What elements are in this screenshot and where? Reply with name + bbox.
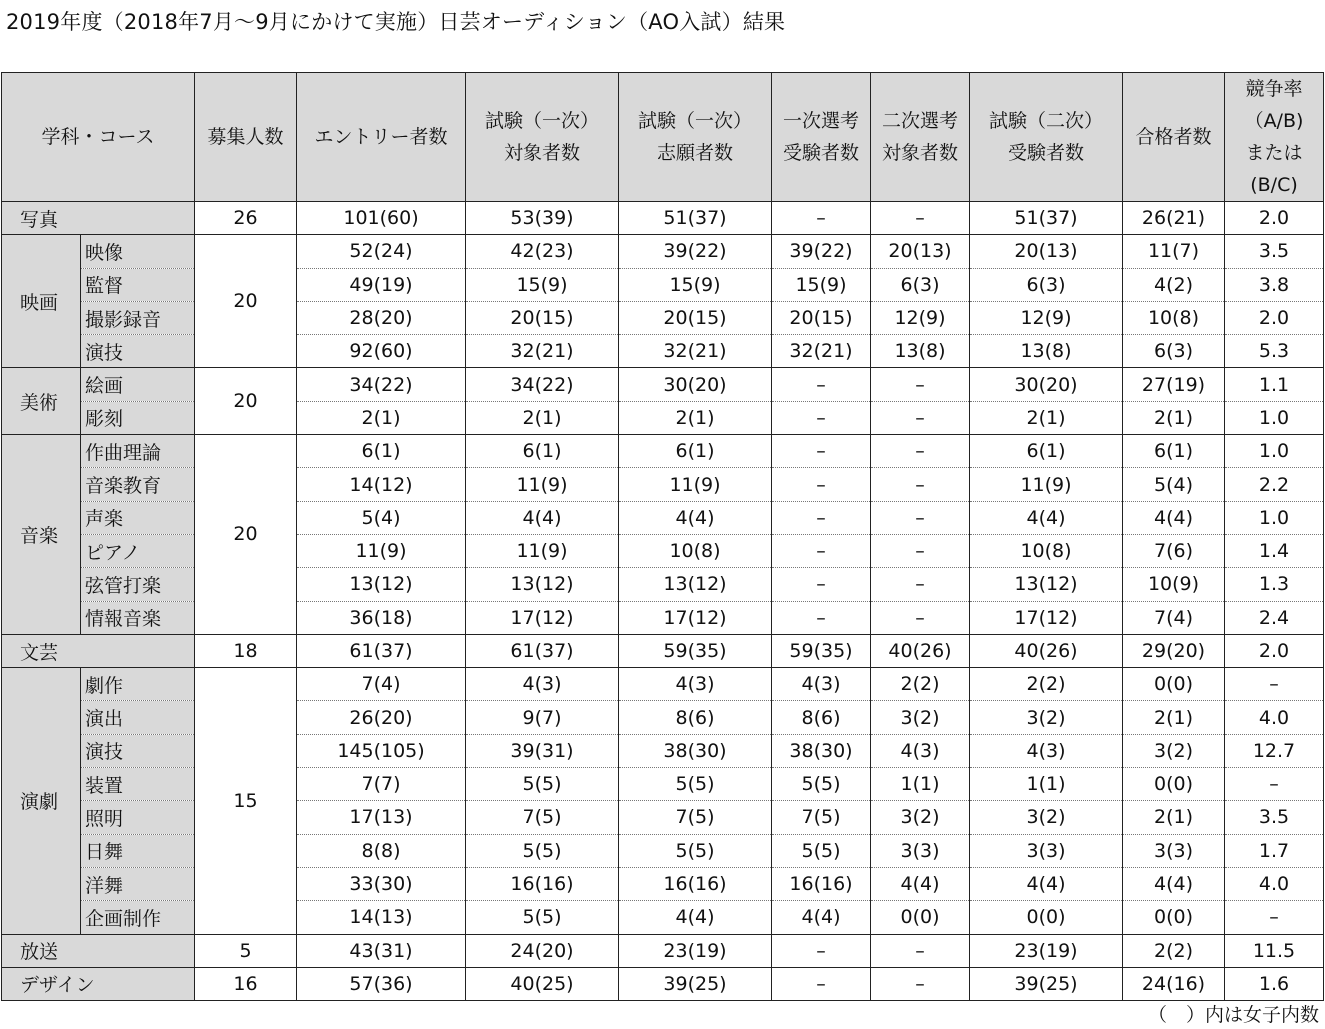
- exam1-target-cell: 4(4): [466, 501, 619, 534]
- capacity-cell: 26: [195, 202, 297, 235]
- exam1-target-cell: 24(20): [466, 934, 619, 967]
- exam1-target-cell: 61(37): [466, 634, 619, 667]
- exam1-target-cell: 42(23): [466, 235, 619, 268]
- exam1-target-cell: 13(12): [466, 568, 619, 601]
- capacity-cell: 20: [195, 235, 297, 368]
- exam2-cell: 6(1): [970, 435, 1123, 468]
- passed-cell: 4(4): [1123, 867, 1225, 900]
- capacity-cell: 20: [195, 368, 297, 435]
- entry-cell: 6(1): [297, 435, 466, 468]
- second-selection-cell: –: [871, 568, 970, 601]
- passed-cell: 24(16): [1123, 967, 1225, 1000]
- exam2-cell: 4(3): [970, 734, 1123, 767]
- exam1-apply-cell: 8(6): [619, 701, 772, 734]
- exam1-target-cell: 17(12): [466, 601, 619, 634]
- ratio-cell: –: [1225, 901, 1324, 934]
- second-selection-cell: 12(9): [871, 301, 970, 334]
- table-row: [2, 668, 1324, 701]
- first-selection-cell: –: [772, 967, 871, 1000]
- header-line: 競争率: [1245, 78, 1303, 100]
- entry-cell: 92(60): [297, 335, 466, 368]
- exam1-apply-cell: 4(4): [619, 901, 772, 934]
- exam1-apply-cell: 6(1): [619, 435, 772, 468]
- entry-cell: 36(18): [297, 601, 466, 634]
- exam1-target-cell: 4(3): [466, 668, 619, 701]
- passed-cell: 3(3): [1123, 834, 1225, 867]
- course-name: 照明: [81, 801, 195, 834]
- exam1-apply-cell: 5(5): [619, 768, 772, 801]
- passed-cell: 29(20): [1123, 634, 1225, 667]
- exam2-cell: 3(3): [970, 834, 1123, 867]
- first-selection-cell: 38(30): [772, 734, 871, 767]
- exam1-apply-cell: 7(5): [619, 801, 772, 834]
- exam1-target-cell: 34(22): [466, 368, 619, 401]
- header-line: 一次選考: [782, 110, 859, 132]
- exam1-apply-cell: 39(25): [619, 967, 772, 1000]
- ratio-cell: 1.0: [1225, 435, 1324, 468]
- entry-cell: 17(13): [297, 801, 466, 834]
- passed-cell: 10(8): [1123, 301, 1225, 334]
- exam1-apply-cell: 10(8): [619, 534, 772, 567]
- first-selection-cell: –: [772, 468, 871, 501]
- exam1-target-cell: 7(5): [466, 801, 619, 834]
- exam1-apply-cell: 2(1): [619, 401, 772, 434]
- first-selection-cell: 59(35): [772, 634, 871, 667]
- exam1-apply-cell: 20(15): [619, 301, 772, 334]
- passed-cell: 7(6): [1123, 534, 1225, 567]
- course-name: 弦管打楽: [81, 568, 195, 601]
- exam1-apply-cell: 11(9): [619, 468, 772, 501]
- exam1-target-cell: 11(9): [466, 534, 619, 567]
- second-selection-cell: 3(3): [871, 834, 970, 867]
- entry-cell: 49(19): [297, 268, 466, 301]
- first-selection-cell: 5(5): [772, 768, 871, 801]
- first-selection-cell: 15(9): [772, 268, 871, 301]
- exam1-apply-cell: 30(20): [619, 368, 772, 401]
- department-name: 音楽: [2, 435, 81, 635]
- header-second-selection: [871, 73, 970, 202]
- ratio-cell: 2.4: [1225, 601, 1324, 634]
- exam1-apply-cell: 59(35): [619, 634, 772, 667]
- course-name: 彫刻: [81, 401, 195, 434]
- course-name: 絵画: [81, 368, 195, 401]
- exam1-target-cell: 6(1): [466, 435, 619, 468]
- capacity-cell: 15: [195, 668, 297, 934]
- entry-cell: 43(31): [297, 934, 466, 967]
- table-row: [2, 368, 1324, 401]
- capacity-cell: 20: [195, 435, 297, 635]
- course-name: 演技: [81, 734, 195, 767]
- second-selection-cell: 20(13): [871, 235, 970, 268]
- entry-cell: 33(30): [297, 867, 466, 900]
- exam1-apply-cell: 23(19): [619, 934, 772, 967]
- header-entry: エントリー者数: [297, 73, 466, 202]
- header-line: （A/B): [1244, 110, 1304, 132]
- exam1-target-cell: 53(39): [466, 202, 619, 235]
- ratio-cell: 2.0: [1225, 634, 1324, 667]
- ratio-cell: 4.0: [1225, 701, 1324, 734]
- department-name: 映画: [2, 235, 81, 368]
- course-name: 劇作: [81, 668, 195, 701]
- second-selection-cell: 2(2): [871, 668, 970, 701]
- course-name: 作曲理論: [81, 435, 195, 468]
- first-selection-cell: 4(3): [772, 668, 871, 701]
- second-selection-cell: 4(3): [871, 734, 970, 767]
- course-name: ピアノ: [81, 534, 195, 567]
- exam1-target-cell: 5(5): [466, 901, 619, 934]
- first-selection-cell: –: [772, 934, 871, 967]
- course-name: 演出: [81, 701, 195, 734]
- table-row: [2, 967, 1324, 1000]
- passed-cell: 2(1): [1123, 401, 1225, 434]
- header-line: 受験者数: [782, 142, 859, 164]
- first-selection-cell: –: [772, 401, 871, 434]
- passed-cell: 11(7): [1123, 235, 1225, 268]
- results-body: [2, 202, 1324, 1001]
- ratio-cell: 1.3: [1225, 568, 1324, 601]
- second-selection-cell: 3(2): [871, 801, 970, 834]
- header-capacity: 募集人数: [195, 73, 297, 202]
- first-selection-cell: –: [772, 601, 871, 634]
- course-name: 装置: [81, 768, 195, 801]
- entry-cell: 7(4): [297, 668, 466, 701]
- ratio-cell: 1.0: [1225, 401, 1324, 434]
- exam2-cell: 3(2): [970, 701, 1123, 734]
- passed-cell: 2(1): [1123, 701, 1225, 734]
- ratio-cell: 1.4: [1225, 534, 1324, 567]
- exam2-cell: 40(26): [970, 634, 1123, 667]
- exam2-cell: 1(1): [970, 768, 1123, 801]
- header-line: 試験（一次）: [637, 110, 752, 132]
- exam1-apply-cell: 16(16): [619, 867, 772, 900]
- exam1-target-cell: 32(21): [466, 335, 619, 368]
- course-name: 日舞: [81, 834, 195, 867]
- exam1-target-cell: 5(5): [466, 768, 619, 801]
- first-selection-cell: 32(21): [772, 335, 871, 368]
- passed-cell: 0(0): [1123, 901, 1225, 934]
- header-line: 試験（一次）: [484, 110, 599, 132]
- ratio-cell: 2.0: [1225, 301, 1324, 334]
- exam1-apply-cell: 17(12): [619, 601, 772, 634]
- course-name: 音楽教育: [81, 468, 195, 501]
- ratio-cell: 12.7: [1225, 734, 1324, 767]
- exam2-cell: 51(37): [970, 202, 1123, 235]
- table-row: [2, 202, 1324, 235]
- exam2-cell: 10(8): [970, 534, 1123, 567]
- passed-cell: 4(2): [1123, 268, 1225, 301]
- exam2-cell: 23(19): [970, 934, 1123, 967]
- department-name: 放送: [2, 934, 195, 967]
- course-name: 演技: [81, 335, 195, 368]
- results-table: [1, 72, 1324, 1001]
- first-selection-cell: 20(15): [772, 301, 871, 334]
- entry-cell: 34(22): [297, 368, 466, 401]
- exam2-cell: 17(12): [970, 601, 1123, 634]
- second-selection-cell: 0(0): [871, 901, 970, 934]
- course-name: 洋舞: [81, 867, 195, 900]
- second-selection-cell: –: [871, 202, 970, 235]
- exam2-cell: 39(25): [970, 967, 1123, 1000]
- exam1-target-cell: 9(7): [466, 701, 619, 734]
- entry-cell: 26(20): [297, 701, 466, 734]
- header-exam1-target: [466, 73, 619, 202]
- first-selection-cell: –: [772, 368, 871, 401]
- header-line: (B/C): [1250, 174, 1298, 196]
- ratio-cell: 2.2: [1225, 468, 1324, 501]
- course-name: 企画制作: [81, 901, 195, 934]
- table-row: [2, 235, 1324, 268]
- first-selection-cell: 39(22): [772, 235, 871, 268]
- passed-cell: 3(2): [1123, 734, 1225, 767]
- entry-cell: 7(7): [297, 768, 466, 801]
- ratio-cell: –: [1225, 768, 1324, 801]
- entry-cell: 145(105): [297, 734, 466, 767]
- entry-cell: 52(24): [297, 235, 466, 268]
- passed-cell: 4(4): [1123, 501, 1225, 534]
- second-selection-cell: 40(26): [871, 634, 970, 667]
- exam1-apply-cell: 5(5): [619, 834, 772, 867]
- header-ratio: [1225, 73, 1324, 202]
- ratio-cell: 4.0: [1225, 867, 1324, 900]
- entry-cell: 13(12): [297, 568, 466, 601]
- second-selection-cell: –: [871, 368, 970, 401]
- entry-cell: 8(8): [297, 834, 466, 867]
- course-name: 監督: [81, 268, 195, 301]
- ratio-cell: 3.5: [1225, 801, 1324, 834]
- entry-cell: 5(4): [297, 501, 466, 534]
- passed-cell: 10(9): [1123, 568, 1225, 601]
- exam1-target-cell: 5(5): [466, 834, 619, 867]
- second-selection-cell: –: [871, 501, 970, 534]
- entry-cell: 61(37): [297, 634, 466, 667]
- header-line: 受験者数: [1007, 142, 1084, 164]
- ratio-cell: 3.8: [1225, 268, 1324, 301]
- exam2-cell: 4(4): [970, 501, 1123, 534]
- ratio-cell: 3.5: [1225, 235, 1324, 268]
- course-name: 情報音楽: [81, 601, 195, 634]
- exam1-apply-cell: 13(12): [619, 568, 772, 601]
- second-selection-cell: –: [871, 401, 970, 434]
- exam2-cell: 2(1): [970, 401, 1123, 434]
- first-selection-cell: –: [772, 501, 871, 534]
- department-name: 演劇: [2, 668, 81, 934]
- exam1-target-cell: 15(9): [466, 268, 619, 301]
- header-passed: 合格者数: [1123, 73, 1225, 202]
- exam1-target-cell: 39(31): [466, 734, 619, 767]
- exam1-target-cell: 16(16): [466, 867, 619, 900]
- exam2-cell: 6(3): [970, 268, 1123, 301]
- entry-cell: 101(60): [297, 202, 466, 235]
- entry-cell: 14(13): [297, 901, 466, 934]
- second-selection-cell: 4(4): [871, 867, 970, 900]
- exam1-apply-cell: 4(3): [619, 668, 772, 701]
- exam1-apply-cell: 39(22): [619, 235, 772, 268]
- header-first-selection: [772, 73, 871, 202]
- department-name: 文芸: [2, 634, 195, 667]
- capacity-cell: 5: [195, 934, 297, 967]
- first-selection-cell: 16(16): [772, 867, 871, 900]
- footnote: （ ）内は女子内数: [1147, 1004, 1319, 1026]
- first-selection-cell: –: [772, 534, 871, 567]
- second-selection-cell: 6(3): [871, 268, 970, 301]
- ratio-cell: 1.6: [1225, 967, 1324, 1000]
- exam1-target-cell: 20(15): [466, 301, 619, 334]
- department-name: 写真: [2, 202, 195, 235]
- ratio-cell: 1.7: [1225, 834, 1324, 867]
- first-selection-cell: –: [772, 435, 871, 468]
- second-selection-cell: 1(1): [871, 768, 970, 801]
- header-line: 対象者数: [503, 142, 580, 164]
- passed-cell: 7(4): [1123, 601, 1225, 634]
- first-selection-cell: –: [772, 568, 871, 601]
- first-selection-cell: 4(4): [772, 901, 871, 934]
- passed-cell: 5(4): [1123, 468, 1225, 501]
- second-selection-cell: –: [871, 534, 970, 567]
- entry-cell: 28(20): [297, 301, 466, 334]
- header-exam2: [970, 73, 1123, 202]
- exam2-cell: 13(12): [970, 568, 1123, 601]
- passed-cell: 26(21): [1123, 202, 1225, 235]
- passed-cell: 27(19): [1123, 368, 1225, 401]
- second-selection-cell: –: [871, 601, 970, 634]
- exam1-apply-cell: 15(9): [619, 268, 772, 301]
- exam1-target-cell: 2(1): [466, 401, 619, 434]
- course-name: 声楽: [81, 501, 195, 534]
- entry-cell: 57(36): [297, 967, 466, 1000]
- passed-cell: 0(0): [1123, 668, 1225, 701]
- second-selection-cell: 13(8): [871, 335, 970, 368]
- ratio-cell: 2.0: [1225, 202, 1324, 235]
- entry-cell: 2(1): [297, 401, 466, 434]
- passed-cell: 2(1): [1123, 801, 1225, 834]
- exam1-apply-cell: 38(30): [619, 734, 772, 767]
- table-row: [2, 634, 1324, 667]
- first-selection-cell: –: [772, 202, 871, 235]
- second-selection-cell: 3(2): [871, 701, 970, 734]
- first-selection-cell: 8(6): [772, 701, 871, 734]
- header-line: 志願者数: [656, 142, 733, 164]
- header-line: または: [1245, 142, 1303, 164]
- exam2-cell: 11(9): [970, 468, 1123, 501]
- second-selection-cell: –: [871, 468, 970, 501]
- second-selection-cell: –: [871, 934, 970, 967]
- exam2-cell: 13(8): [970, 335, 1123, 368]
- passed-cell: 2(2): [1123, 934, 1225, 967]
- table-row: [2, 934, 1324, 967]
- exam1-apply-cell: 4(4): [619, 501, 772, 534]
- capacity-cell: 18: [195, 634, 297, 667]
- exam2-cell: 12(9): [970, 301, 1123, 334]
- entry-cell: 11(9): [297, 534, 466, 567]
- second-selection-cell: –: [871, 435, 970, 468]
- header-line: 試験（二次）: [988, 110, 1103, 132]
- ratio-cell: 1.0: [1225, 501, 1324, 534]
- exam1-target-cell: 40(25): [466, 967, 619, 1000]
- exam2-cell: 0(0): [970, 901, 1123, 934]
- entry-cell: 14(12): [297, 468, 466, 501]
- exam1-apply-cell: 32(21): [619, 335, 772, 368]
- ratio-cell: 5.3: [1225, 335, 1324, 368]
- exam2-cell: 4(4): [970, 867, 1123, 900]
- first-selection-cell: 5(5): [772, 834, 871, 867]
- header-dept: 学科・コース: [2, 73, 195, 202]
- course-name: 撮影録音: [81, 301, 195, 334]
- table-row: [2, 435, 1324, 468]
- first-selection-cell: 7(5): [772, 801, 871, 834]
- exam1-apply-cell: 51(37): [619, 202, 772, 235]
- ratio-cell: 11.5: [1225, 934, 1324, 967]
- header-line: 二次選考: [881, 110, 958, 132]
- course-name: 映像: [81, 235, 195, 268]
- passed-cell: 0(0): [1123, 768, 1225, 801]
- ratio-cell: –: [1225, 668, 1324, 701]
- department-name: 美術: [2, 368, 81, 435]
- capacity-cell: 16: [195, 967, 297, 1000]
- passed-cell: 6(3): [1123, 335, 1225, 368]
- exam2-cell: 3(2): [970, 801, 1123, 834]
- passed-cell: 6(1): [1123, 435, 1225, 468]
- exam1-target-cell: 11(9): [466, 468, 619, 501]
- second-selection-cell: –: [871, 967, 970, 1000]
- ratio-cell: 1.1: [1225, 368, 1324, 401]
- page-title: 2019年度（2018年7月〜9月にかけて実施）日芸オーディション（AO入試）結果: [6, 10, 786, 34]
- exam2-cell: 2(2): [970, 668, 1123, 701]
- department-name: デザイン: [2, 967, 195, 1000]
- header-line: 対象者数: [881, 142, 958, 164]
- exam2-cell: 30(20): [970, 368, 1123, 401]
- exam2-cell: 20(13): [970, 235, 1123, 268]
- header-exam1-apply: [619, 73, 772, 202]
- header-row: [2, 73, 1324, 202]
